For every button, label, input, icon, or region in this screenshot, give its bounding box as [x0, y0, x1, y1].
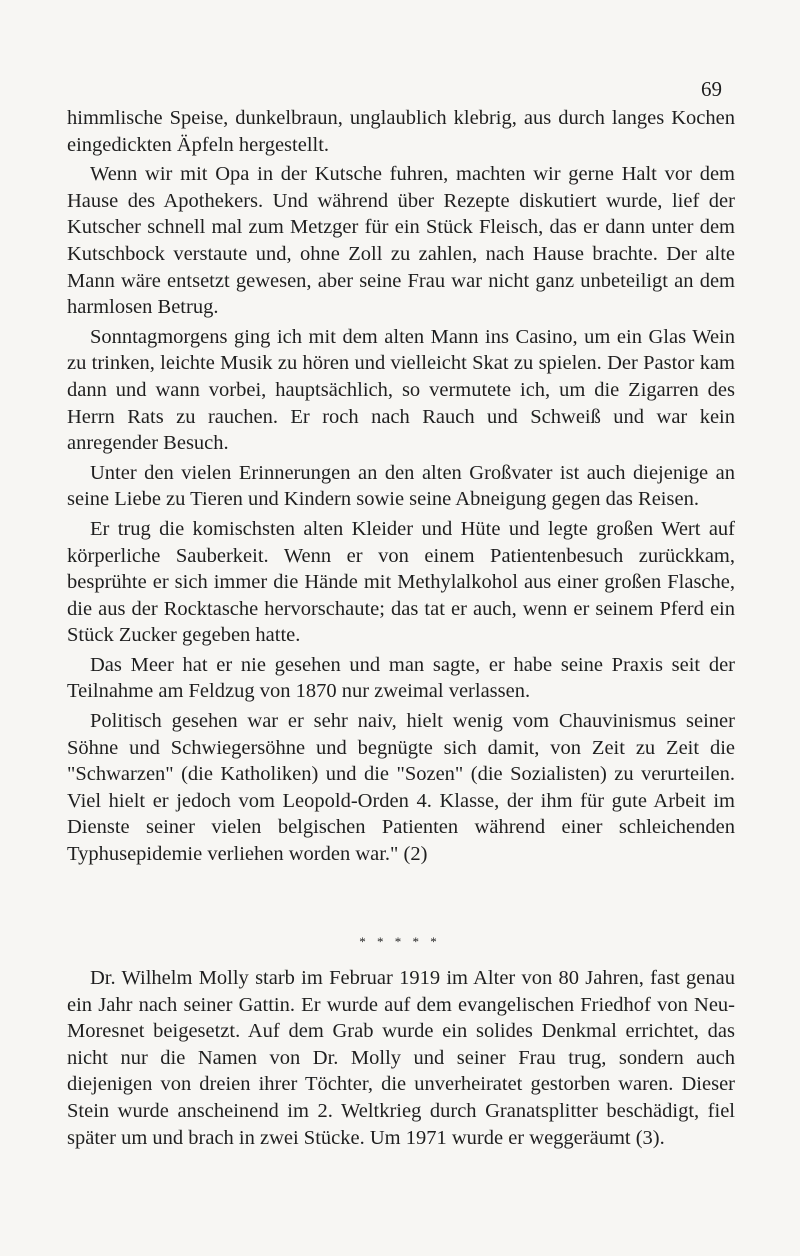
closing-paragraph: Dr. Wilhelm Molly starb im Februar 1919 im Alter von 80 Jahren, fast genau ein Jahr nach seiner Gattin. Er wurde auf dem evangelischen Friedhof von Neu-Moresnet beigesetzt. Auf dem Grab wurde ein solides Denkmal errichtet, das nicht nur die Namen von Dr. Molly und seiner Frau trug, sondern auch diejenigen von dreien ihrer Töchter, die unverheiratet gestorben waren. Dieser Stein wurde anscheinend im 2. Weltkrieg durch Granatsplitter beschädigt, fiel später um und brach in zwei Stücke. Um 1971 wurde er weggeräumt (3). — [67, 967, 735, 1149]
paragraph-2: Wenn wir mit Opa in der Kutsche fuhren, machten wir gerne Halt vor dem Hause des Apothekers. Und während über Rezepte diskutiert wurde, lief der Kutscher schnell mal zum Metzger für ein Stück Fleisch, das er dann unter dem Kutschbock verstaute und, ohne Zoll zu zahlen, nach Hause brachte. Der alte Mann wäre entsetzt gewesen, aber seine Frau war nicht ganz unbeteiligt an dem harmlosen Betrug. — [67, 163, 735, 319]
paragraph-6: Das Meer hat er nie gesehen und man sagte, er habe seine Praxis seit der Teilnahme am Feldzug von 1870 nur zweimal verlassen. — [67, 653, 735, 703]
paragraph-4: Unter den vielen Erinnerungen an den alten Großvater ist auch diejenige an seine Liebe zu Tieren und Kindern sowie seine Abneigung gegen das Reisen. — [67, 461, 735, 511]
section-separator: * * * * * — [359, 934, 441, 949]
paragraph-5: Er trug die komischsten alten Kleider und Hüte und legte großen Wert auf körperliche Sauberkeit. Wenn er von einem Patientenbesuch zurückkam, besprühte er sich immer die Hände mit Methylalkohol aus einer großen Flasche, die aus der Rocktasche hervorschaute; das tat er auch, wenn er seinem Pferd ein Stück Zucker gegeben hatte. — [67, 517, 735, 647]
paragraph-1: himmlische Speise, dunkelbraun, unglaublich klebrig, aus durch langes Kochen eingedickten Äpfeln hergestellt. — [67, 107, 735, 156]
paragraph-3: Sonntagmorgens ging ich mit dem alten Mann ins Casino, um ein Glas Wein zu trinken, leichte Musik zu hören und vielleicht Skat zu spielen. Der Pastor kam dann und wann vorbei, hauptsächlich, so vermutete ich, um die Zigarren des Herrn Rats zu rauchen. Er roch nach Rauch und Schweiß und war kein anregender Besuch. — [67, 325, 735, 455]
page-number: 69 — [701, 77, 722, 101]
main-text — [67, 105, 735, 871]
paragraph-7: Politisch gesehen war er sehr naiv, hielt wenig vom Chauvinismus seiner Söhne und Schwiegersöhne und begnügte sich damit, von Zeit zu Zeit die "Schwarzen" (die Katholiken) und die "Sozen" (die Sozialisten) zu verurteilen. Viel hielt er jedoch vom Leopold-Orden 4. Klasse, der ihm für gute Arbeit im Dienste seiner vielen belgischen Patienten während einer schleichenden Typhusepidemie verliehen worden war." (2) — [67, 710, 735, 866]
closing-text — [67, 965, 735, 1151]
